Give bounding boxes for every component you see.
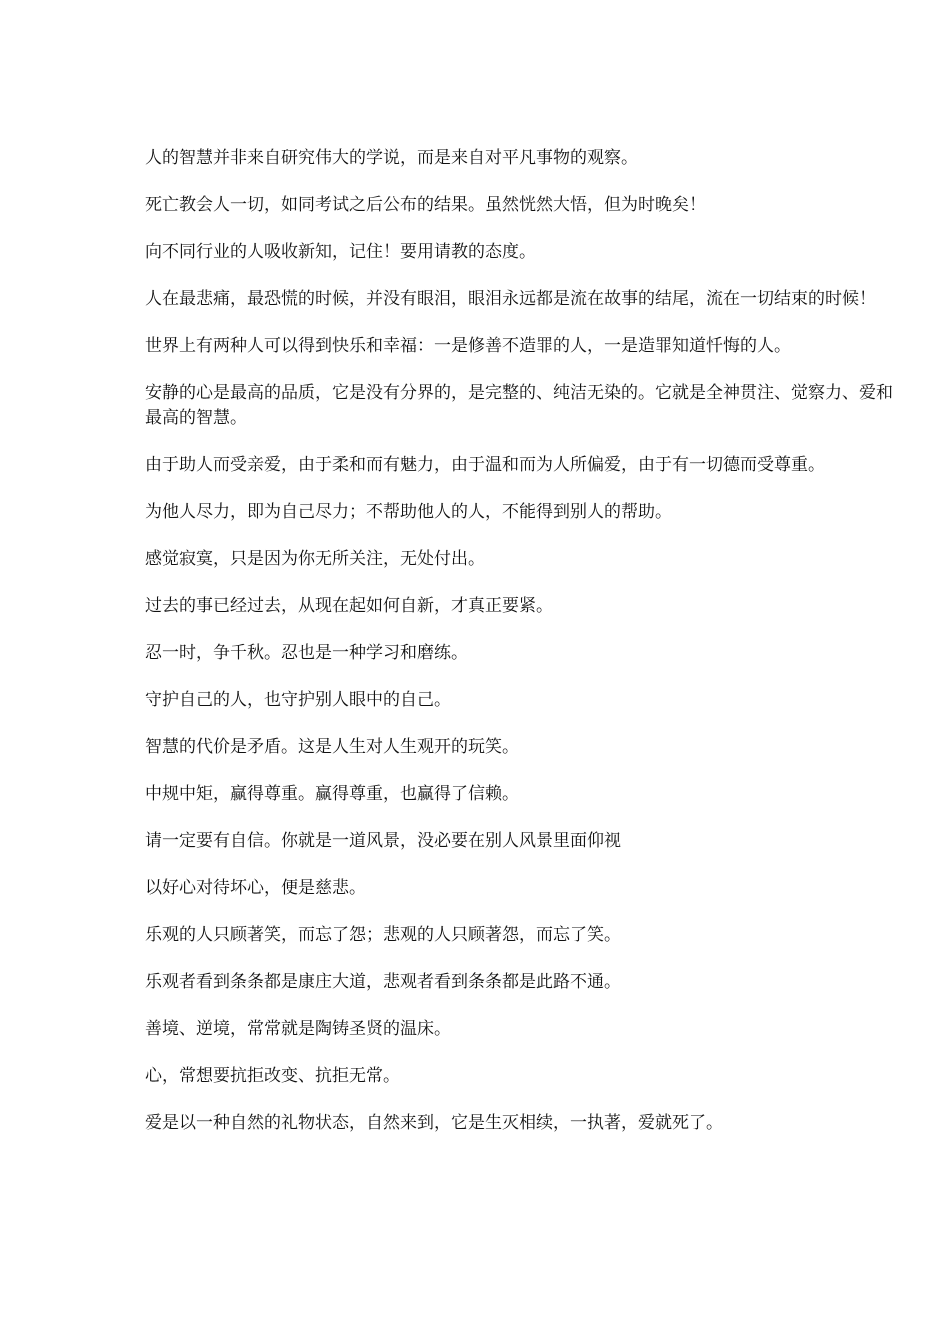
paragraph: 为他人尽力，即为自己尽力；不帮助他人的人，不能得到别人的帮助。 [145, 502, 672, 522]
paragraph: 守护自己的人，也守护别人眼中的自己。 [145, 690, 451, 710]
paragraph: 中规中矩，赢得尊重。赢得尊重，也赢得了信赖。 [145, 784, 519, 804]
paragraph: 死亡教会人一切，如同考试之后公布的结果。虽然恍然大悟，但为时晚矣！ [145, 195, 706, 215]
paragraph: 忍一时，争千秋。忍也是一种学习和磨练。 [145, 643, 468, 663]
paragraph: 向不同行业的人吸收新知，记住！要用请教的态度。 [145, 242, 536, 262]
paragraph: 心，常想要抗拒改变、抗拒无常。 [145, 1066, 400, 1086]
paragraph: 善境、逆境，常常就是陶铸圣贤的温床。 [145, 1019, 451, 1039]
paragraph: 过去的事已经过去，从现在起如何自新，才真正要紧。 [145, 596, 553, 616]
paragraph: 安静的心是最高的品质，它是没有分界的，是完整的、纯洁无染的。它就是全神贯注、觉察力、爱和最高的智慧。 [145, 383, 893, 428]
paragraph: 由于助人而受亲爱，由于柔和而有魅力，由于温和而为人所偏爱，由于有一切德而受尊重。 [145, 455, 825, 475]
paragraph: 乐观者看到条条都是康庄大道，悲观者看到条条都是此路不通。 [145, 972, 621, 992]
paragraph: 感觉寂寞，只是因为你无所关注，无处付出。 [145, 549, 485, 569]
paragraph: 智慧的代价是矛盾。这是人生对人生观开的玩笑。 [145, 737, 519, 757]
paragraph: 爱是以一种自然的礼物状态，自然来到，它是生灭相续，一执著，爱就死了。 [145, 1113, 723, 1133]
paragraph: 世界上有两种人可以得到快乐和幸福：一是修善不造罪的人，一是造罪知道忏悔的人。 [145, 336, 791, 356]
paragraph: 乐观的人只顾著笑，而忘了怨；悲观的人只顾著怨，而忘了笑。 [145, 925, 621, 945]
paragraph: 人的智慧并非来自研究伟大的学说，而是来自对平凡事物的观察。 [145, 148, 638, 168]
document-body [145, 146, 895, 1158]
paragraph: 请一定要有自信。你就是一道风景，没必要在别人风景里面仰视 [145, 831, 621, 851]
paragraph: 人在最悲痛，最恐慌的时候，并没有眼泪，眼泪永远都是流在故事的结尾，流在一切结束的时候！ [145, 289, 876, 309]
paragraph: 以好心对待坏心，便是慈悲。 [145, 878, 366, 898]
